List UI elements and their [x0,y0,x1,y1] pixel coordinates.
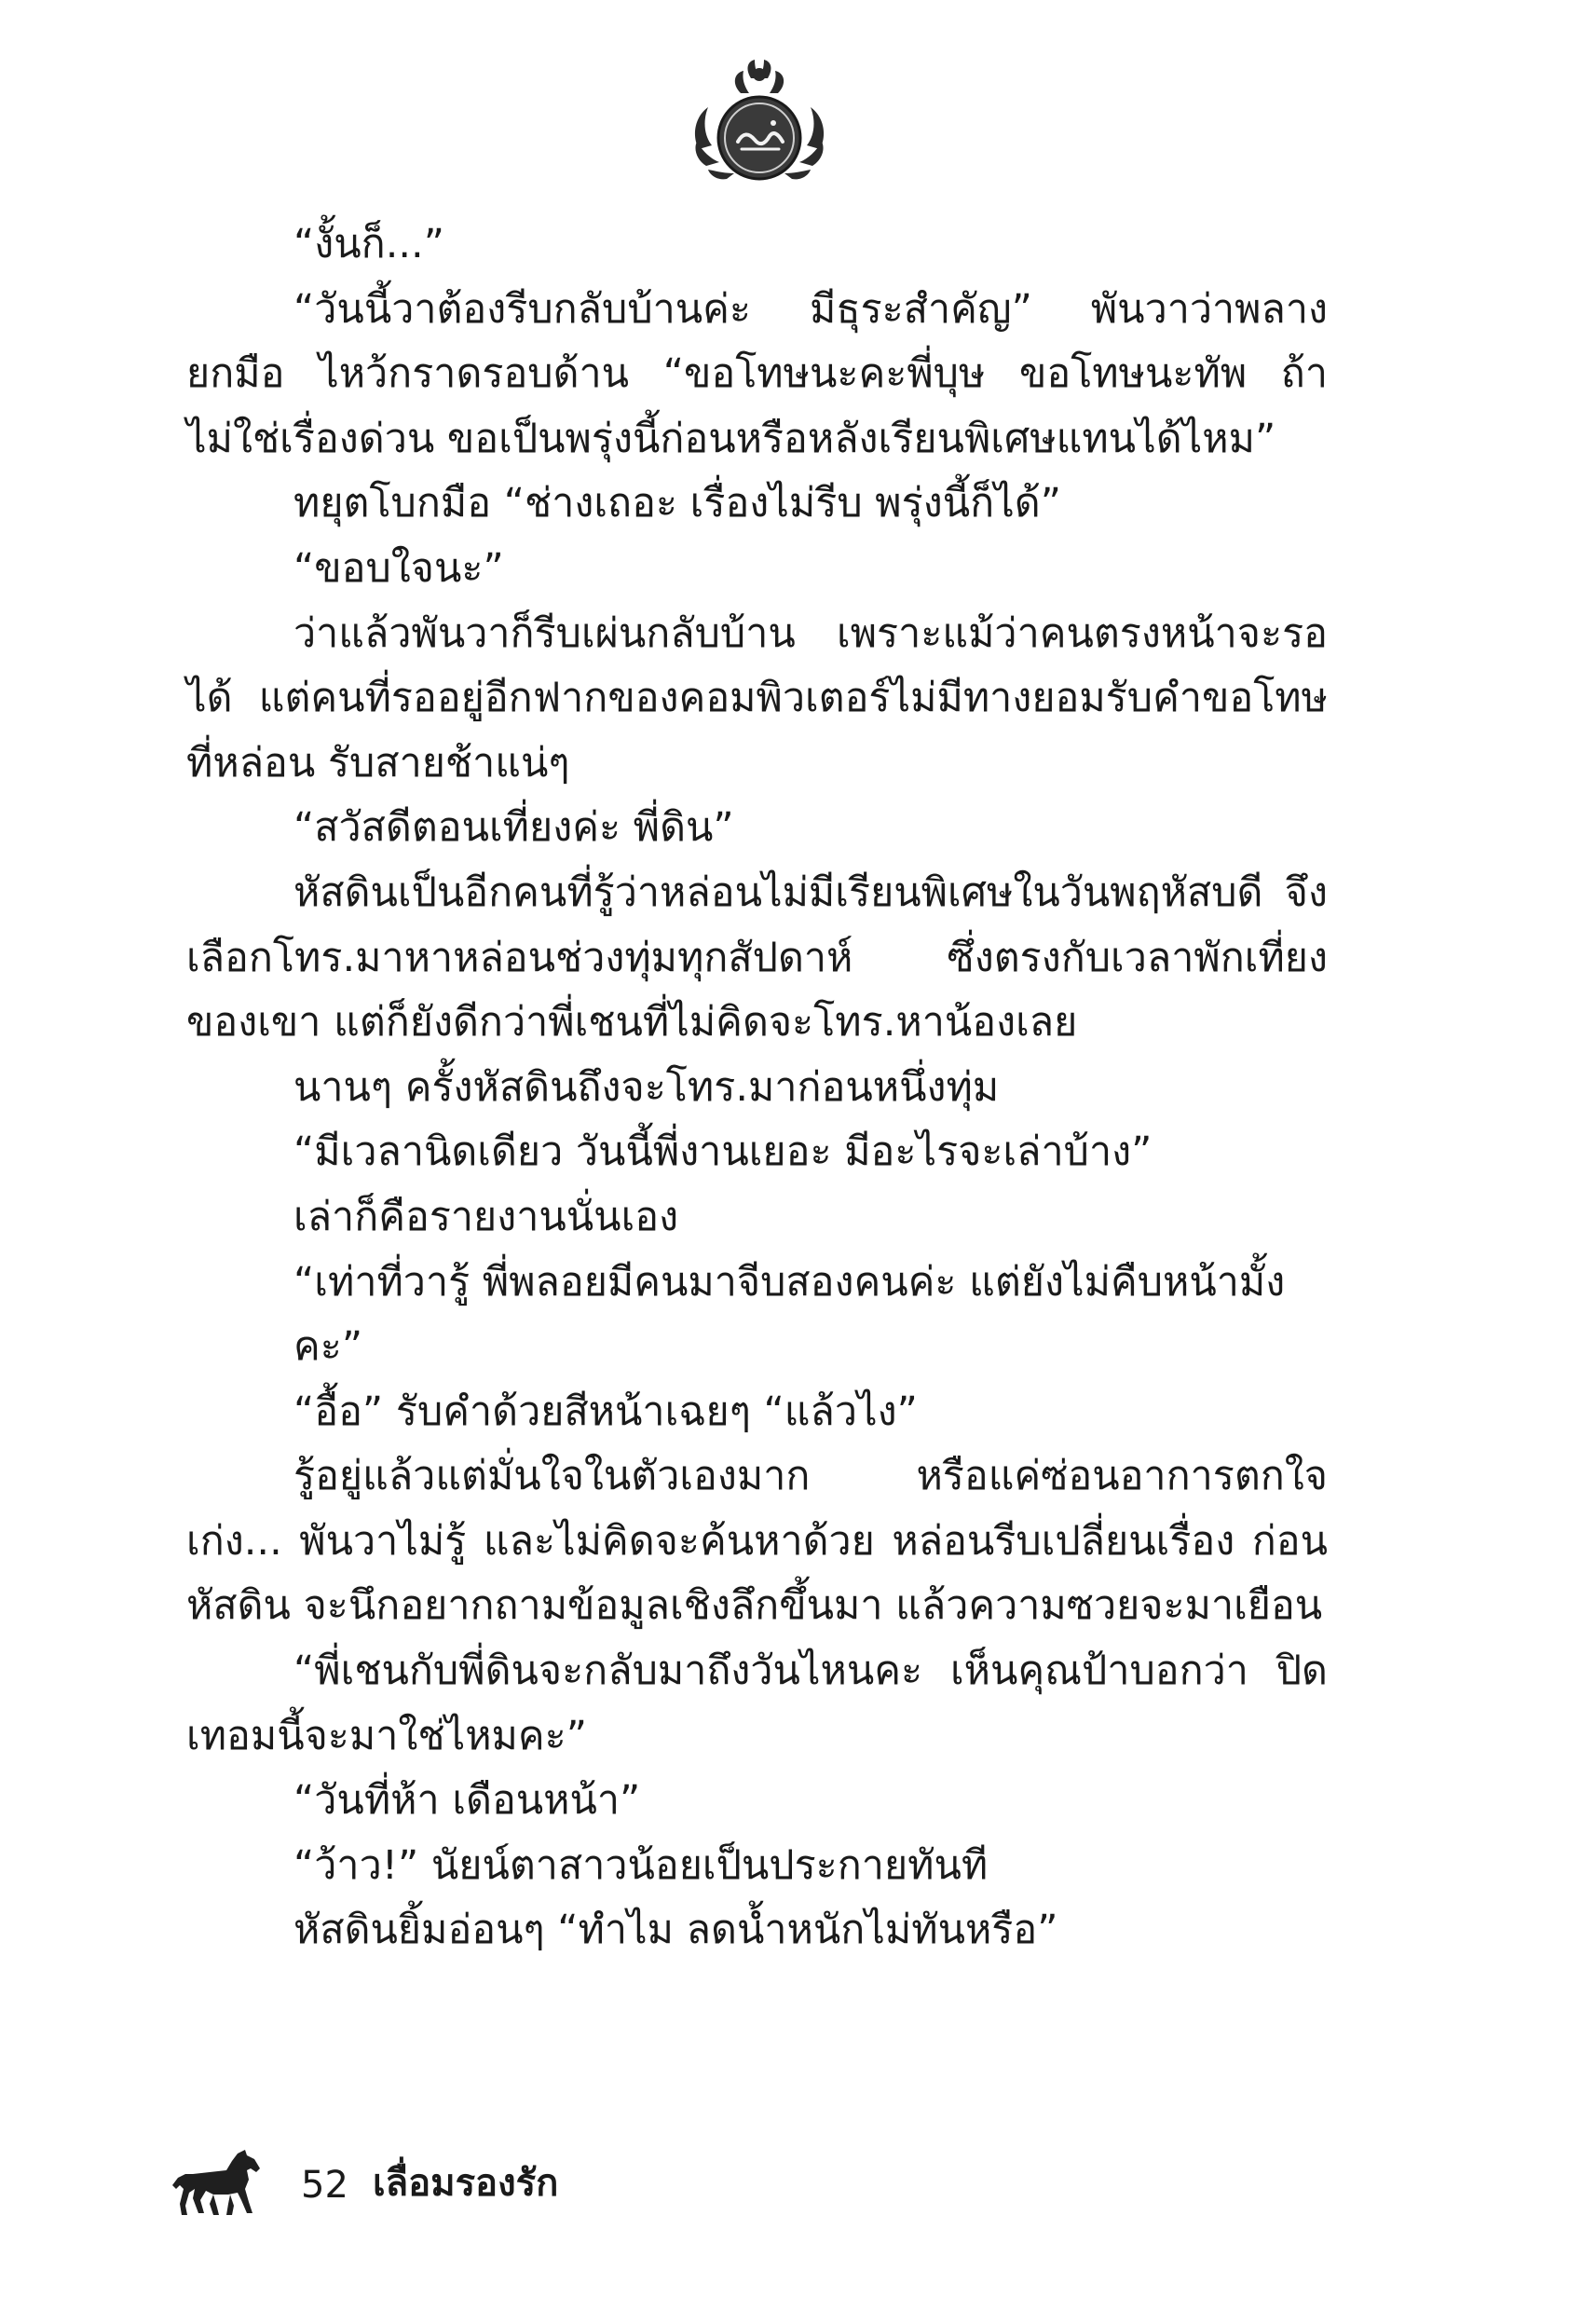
paragraph [186,1444,1328,1639]
paragraph [186,1120,1328,1185]
text-line: เล่าก็คือรายงานนั่นเอง [293,1193,679,1240]
text-line: “งั้นก็...” [293,221,444,267]
paragraph [186,278,1328,472]
text-line: ไหว้กราดรอบด้าน “ขอโทษนะคะพี่บุษ ขอโทษนะทัพ ถ้าไม่ใช่เรื่องด่วน [186,350,1328,462]
text-line: “เท่าที่วารู้ พี่พลอยมีคนมาจีบสองคนค่ะ แต่ยังไม่คืบหน้ามั้งคะ” [293,1258,1286,1371]
paragraph [186,796,1328,861]
text-line: รู้อยู่แล้วแต่มั่นใจในตัวเองมาก หรือแค่ซ่อนอาการตกใจเก่ง... [186,1453,1328,1565]
paragraph [186,1056,1328,1121]
book-title: เลื่อมรองรัก [373,2162,559,2205]
text-line: พันวาไม่รู้ และไม่คิดจะค้นหาด้วย หล่อนรีบเปลี่ยนเรื่อง ก่อนหัสดิน [186,1517,1328,1630]
paragraph [186,472,1328,537]
text-line: “ขอบใจนะ” [293,544,504,592]
paragraph [186,537,1328,602]
text-line: “มีเวลานิดเดียว วันนี้พี่งานเยอะ มีอะไรจะเล่าบ้าง” [293,1128,1153,1176]
text-line: หัสดินยิ้มอ่อนๆ “ทำไม ลดน้ำหนักไม่ทันหรือ” [293,1907,1058,1954]
paragraph [186,212,1328,278]
paragraph [186,1639,1328,1769]
text-line: ทยุตโบกมือ “ช่างเถอะ เรื่องไม่รีบ พรุ่งนี้ก็ได้” [293,480,1061,527]
text-line: ปิดเทอมนี้จะมาใช่ไหมคะ” [186,1648,1328,1759]
text-line: “พี่เชนกับพี่ดินจะกลับมาถึงวันไหนคะ เห็นคุณป้าบอกว่า [293,1648,1248,1695]
text-line: รับสายช้าแน่ๆ [327,739,570,786]
text-line: แต่คนที่รออยู่อีกฟากของคอมพิวเตอร์ไม่มีทางยอมรับคำขอโทษที่หล่อน [186,675,1328,786]
text-line: “สวัสดีตอนเที่ยงค่ะ พี่ดิน” [293,804,734,852]
page-footer [172,2148,731,2222]
text-line: จะนึกอยากถามข้อมูลเชิงลึกขึ้นมา แล้วความซวยจะมาเยือน [303,1582,1323,1630]
paragraph [186,1898,1328,1963]
paragraph [186,861,1328,1056]
paragraph [186,1185,1328,1251]
text-line: “วันนี้วาต้องรีบกลับบ้านค่ะ มีธุระสำคัญ” พันวาว่าพลางยกมือ [186,285,1328,398]
page-number: 52 [301,2164,348,2207]
text-line: “ว้าว!” นัยน์ตาสาวน้อยเป็นประกายทันที [293,1841,989,1889]
text-line: “อื้อ” รับคำด้วยสีหน้าเฉยๆ “แล้วไง” [293,1388,918,1435]
paragraph [186,602,1328,797]
body-text [186,212,1328,1963]
paragraph [186,1769,1328,1834]
text-line: “วันที่ห้า เดือนหน้า” [293,1777,641,1825]
paragraph [186,1251,1328,1380]
text-line: ว่าแล้วพันวาก็รีบเผ่นกลับบ้าน เพราะแม้ว่าคนตรงหน้าจะรอได้ [186,609,1328,722]
text-line: ขอเป็นพรุ่งนี้ก่อนหรือหลังเรียนพิเศษแทนได้ไหม” [446,415,1276,462]
text-line: ของเขา แต่ก็ยังดีกว่าพี่เชนที่ไม่คิดจะโทร.หาน้องเลย [186,999,1078,1046]
text-line: นานๆ ครั้งหัสดินถึงจะโทร.มาก่อนหนึ่งทุ่ม [293,1063,1000,1111]
paragraph [186,1834,1328,1899]
publisher-seal-icon [689,56,829,196]
paragraph [186,1380,1328,1445]
text-line: หัสดินเป็นอีกคนที่รู้ว่าหล่อนไม่มีเรียนพิเศษในวันพฤหัสบดี [293,868,1263,916]
text-line: จึงเลือกโทร.มาหาหล่อนช่วงทุ่มทุกสัปดาห์ ซึ่งตรงกับเวลาพักเที่ยง [186,868,1328,981]
horse-icon [172,2148,275,2218]
